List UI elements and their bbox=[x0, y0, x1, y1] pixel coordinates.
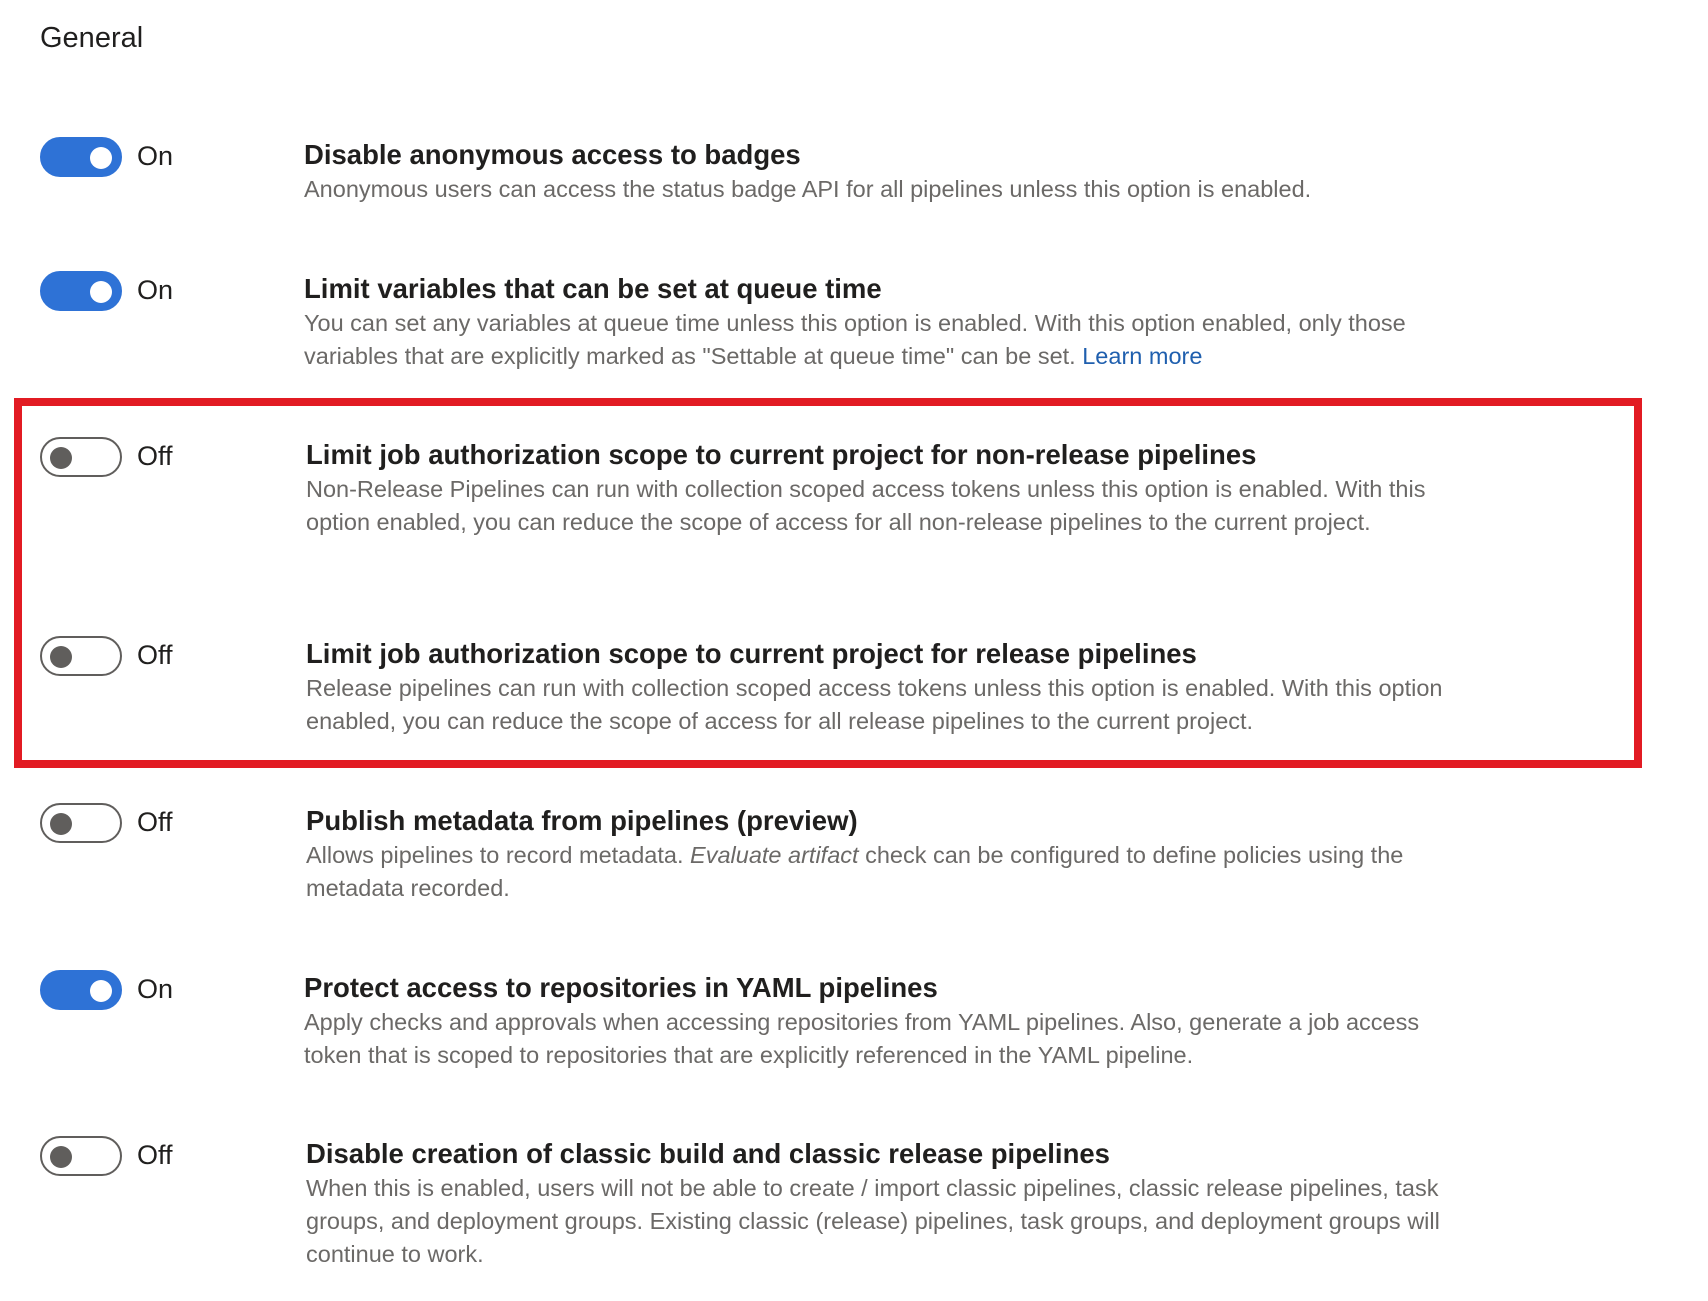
setting-text bbox=[304, 271, 1454, 373]
toggle-knob bbox=[50, 646, 72, 668]
evaluate-artifact-emphasis: Evaluate artifact bbox=[690, 842, 859, 868]
setting-text bbox=[306, 1136, 1456, 1271]
setting-title: Limit variables that can be set at queue time bbox=[304, 273, 882, 304]
setting-text bbox=[306, 437, 1456, 539]
toggle-knob bbox=[50, 1146, 72, 1168]
toggle-state-label: Off bbox=[137, 640, 173, 670]
setting-title: Disable creation of classic build and classic release pipelines bbox=[306, 1138, 1110, 1169]
section-title: General bbox=[40, 22, 144, 54]
setting-description: When this is enabled, users will not be able to create / import classic pipelines, classic release pipelines, task groups, and deployment groups. Existing classic (release) pipelines, task groups, and deployment groups will continue to work. bbox=[306, 1175, 1440, 1267]
setting-description: Release pipelines can run with collection scoped access tokens unless this option is enabled. With this option enabled, you can reduce the scope of access for all release pipelines to the current project. bbox=[306, 675, 1443, 734]
toggle-knob bbox=[90, 281, 112, 303]
setting-title: Disable anonymous access to badges bbox=[304, 139, 801, 170]
toggle-job-scope-non-release[interactable] bbox=[40, 437, 122, 477]
setting-description-text: Allows pipelines to record metadata. bbox=[306, 842, 691, 868]
toggle-protect-repositories[interactable] bbox=[40, 970, 122, 1010]
toggle-anonymous-badges[interactable] bbox=[40, 137, 122, 177]
toggle-knob bbox=[50, 447, 72, 469]
toggle-knob bbox=[90, 147, 112, 169]
setting-text bbox=[306, 803, 1456, 905]
setting-description: Anonymous users can access the status badge API for all pipelines unless this option is enabled. bbox=[304, 176, 1312, 202]
setting-description: Apply checks and approvals when accessing repositories from YAML pipelines. Also, generate a job access token that is scoped to repositories that are explicitly referenced in the YAML pipeline. bbox=[304, 1009, 1420, 1068]
toggle-knob bbox=[50, 813, 72, 835]
setting-description-text: You can set any variables at queue time unless this option is enabled. With this option enabled, only those variables that are explicitly marked as "Settable at queue time" can be set. bbox=[304, 310, 1406, 369]
toggle-state-label: On bbox=[137, 275, 174, 305]
setting-title: Protect access to repositories in YAML pipelines bbox=[304, 972, 938, 1003]
toggle-disable-classic-pipelines[interactable] bbox=[40, 1136, 122, 1176]
setting-description bbox=[306, 839, 1456, 905]
setting-title: Limit job authorization scope to current project for release pipelines bbox=[306, 638, 1197, 669]
toggle-state-label: Off bbox=[137, 807, 173, 837]
setting-description: Non-Release Pipelines can run with collection scoped access tokens unless this option is enabled. With this option enabled, you can reduce the scope of access for all non-release pipelines to the current project. bbox=[306, 476, 1426, 535]
toggle-publish-metadata[interactable] bbox=[40, 803, 122, 843]
setting-title: Publish metadata from pipelines (preview) bbox=[306, 805, 858, 836]
setting-text bbox=[304, 137, 1454, 206]
toggle-state-label: Off bbox=[137, 441, 173, 471]
toggle-knob bbox=[90, 980, 112, 1002]
setting-text bbox=[304, 970, 1454, 1072]
setting-title: Limit job authorization scope to current project for non-release pipelines bbox=[306, 439, 1257, 470]
toggle-job-scope-release[interactable] bbox=[40, 636, 122, 676]
toggle-state-label: On bbox=[137, 974, 174, 1004]
toggle-state-label: Off bbox=[137, 1140, 173, 1170]
setting-description bbox=[304, 307, 1454, 373]
setting-description-text: check can be configured to define policies using the metadata recorded. bbox=[306, 842, 1404, 901]
learn-more-link[interactable]: Learn more bbox=[1082, 343, 1203, 369]
toggle-limit-variables[interactable] bbox=[40, 271, 122, 311]
toggle-state-label: On bbox=[137, 141, 174, 171]
setting-text bbox=[306, 636, 1456, 738]
